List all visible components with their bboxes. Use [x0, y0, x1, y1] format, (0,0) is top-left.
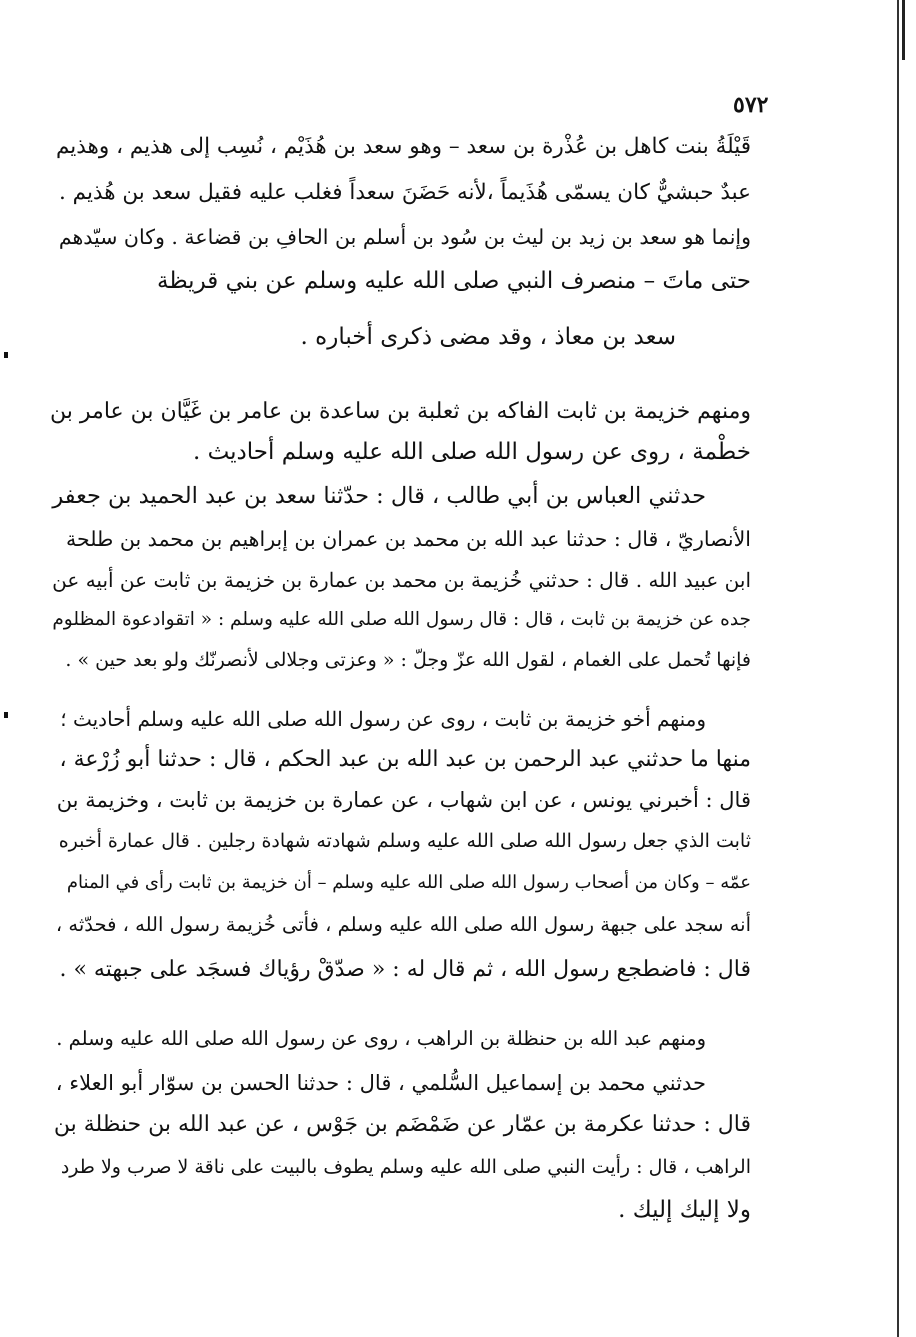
text-line: حدثني العباس بن أبي طالب ، قال : حدّثنا سعد بن عبد الحميد بن جعفر [52, 483, 706, 509]
text-line: ومنهم خزيمة بن ثابت الفاكه بن ثعلبة بن ساعدة بن عامر بن غَيَّان بن عامر بن [50, 399, 751, 424]
text-line: قال : حدثنا عكرمة بن عمّار عن ضَمْضَم بن جَوْس ، عن عبد الله بن حنظلة بن [53, 1112, 751, 1137]
scan-speck [4, 712, 8, 718]
text-line: ثابت الذي جعل رسول الله صلى الله عليه وسلم شهادته شهادة رجلين . قال عمارة أخبره [58, 830, 751, 852]
scan-speck [4, 352, 8, 358]
scan-edge-mark [902, 0, 905, 60]
text-line: أنه سجد على جبهة رسول الله صلى الله عليه وسلم ، فأتى خُزيمة رسول الله ، فحدّثه ، [55, 913, 751, 936]
text-line: جده عن خزيمة بن ثابت ، قال : قال رسول الله صلى الله عليه وسلم : « اتقوادعوة المظلوم [52, 609, 751, 630]
text-line: قال : أخبرني يونس ، عن ابن شهاب ، عن عمارة بن خزيمة بن ثابت ، وخزيمة بن [56, 788, 751, 812]
page-number: ٥٧٢ [733, 92, 769, 118]
text-line: خطْمة ، روى عن رسول الله صلى الله عليه وسلم أحاديث . [192, 439, 751, 465]
text-line: فإنها تُحمل على الغمام ، لقول الله عزّ وجلّ : « وعزتى وجلالى لأنصرنّك ولو بعد حين » . [65, 649, 751, 671]
text-line: حدثني محمد بن إسماعيل السُّلمي ، قال : حدثنا الحسن بن سوّار أبو العلاء ، [55, 1071, 706, 1095]
text-line: وإنما هو سعد بن زيد بن ليث بن سُود بن أسلم بن الحافِ بن قضاعة . وكان سيّدهم [58, 225, 751, 249]
text-line: عمّه – وكان من أصحاب رسول الله صلى الله عليه وسلم – أن خزيمة بن ثابت رأى في المنام [66, 872, 751, 893]
text-line: ومنهم أخو خزيمة بن ثابت ، روى عن رسول الله صلى الله عليه وسلم أحاديث ؛ [60, 707, 706, 731]
text-line: ولا إليك إليك . [618, 1197, 751, 1223]
text-line: عبدٌ حبشيٌّ كان يسمّى هُذَيماً ،لأنه حَضَنَ سعداً فغلب عليه فقيل سعد بن هُذيم . [58, 180, 751, 205]
text-line: سعد بن معاذ ، وقد مضى ذكرى أخباره . [300, 324, 676, 350]
text-line: منها ما حدثني عبد الرحمن بن عبد الله بن عبد الحكم ، قال : حدثنا أبو زُرْعة ، [59, 747, 751, 772]
text-line: قَيْلَةُ بنت كاهل بن عُذْرة بن سعد – وهو سعد بن هُذَيْم ، نُسِب إلى هذيم ، وهذيم [55, 134, 751, 159]
text-line: ومنهم عبد الله بن حنظلة بن الراهب ، روى عن رسول الله صلى الله عليه وسلم . [56, 1027, 706, 1050]
text-line: الراهب ، قال : رأيت النبي صلى الله عليه وسلم يطوف بالبيت على ناقة لا صرب ولا طرد [60, 1156, 751, 1178]
text-line: الأنصاريّ ، قال : حدثنا عبد الله بن محمد بن عمران بن إبراهيم بن محمد بن طلحة [66, 527, 751, 551]
text-line: قال : فاضطجع رسول الله ، ثم قال له : « صدّقْ رؤياك فسجَد على جبهته » . [59, 957, 751, 982]
text-line: حتى ماتَ – منصرف النبي صلى الله عليه وسلم عن بني قريظة [156, 268, 751, 294]
text-line: ابن عبيد الله . قال : حدثني خُزيمة بن محمد بن عمارة بن خزيمة بن ثابت عن أبيه عن [52, 568, 751, 592]
scan-edge-line [897, 0, 899, 1337]
